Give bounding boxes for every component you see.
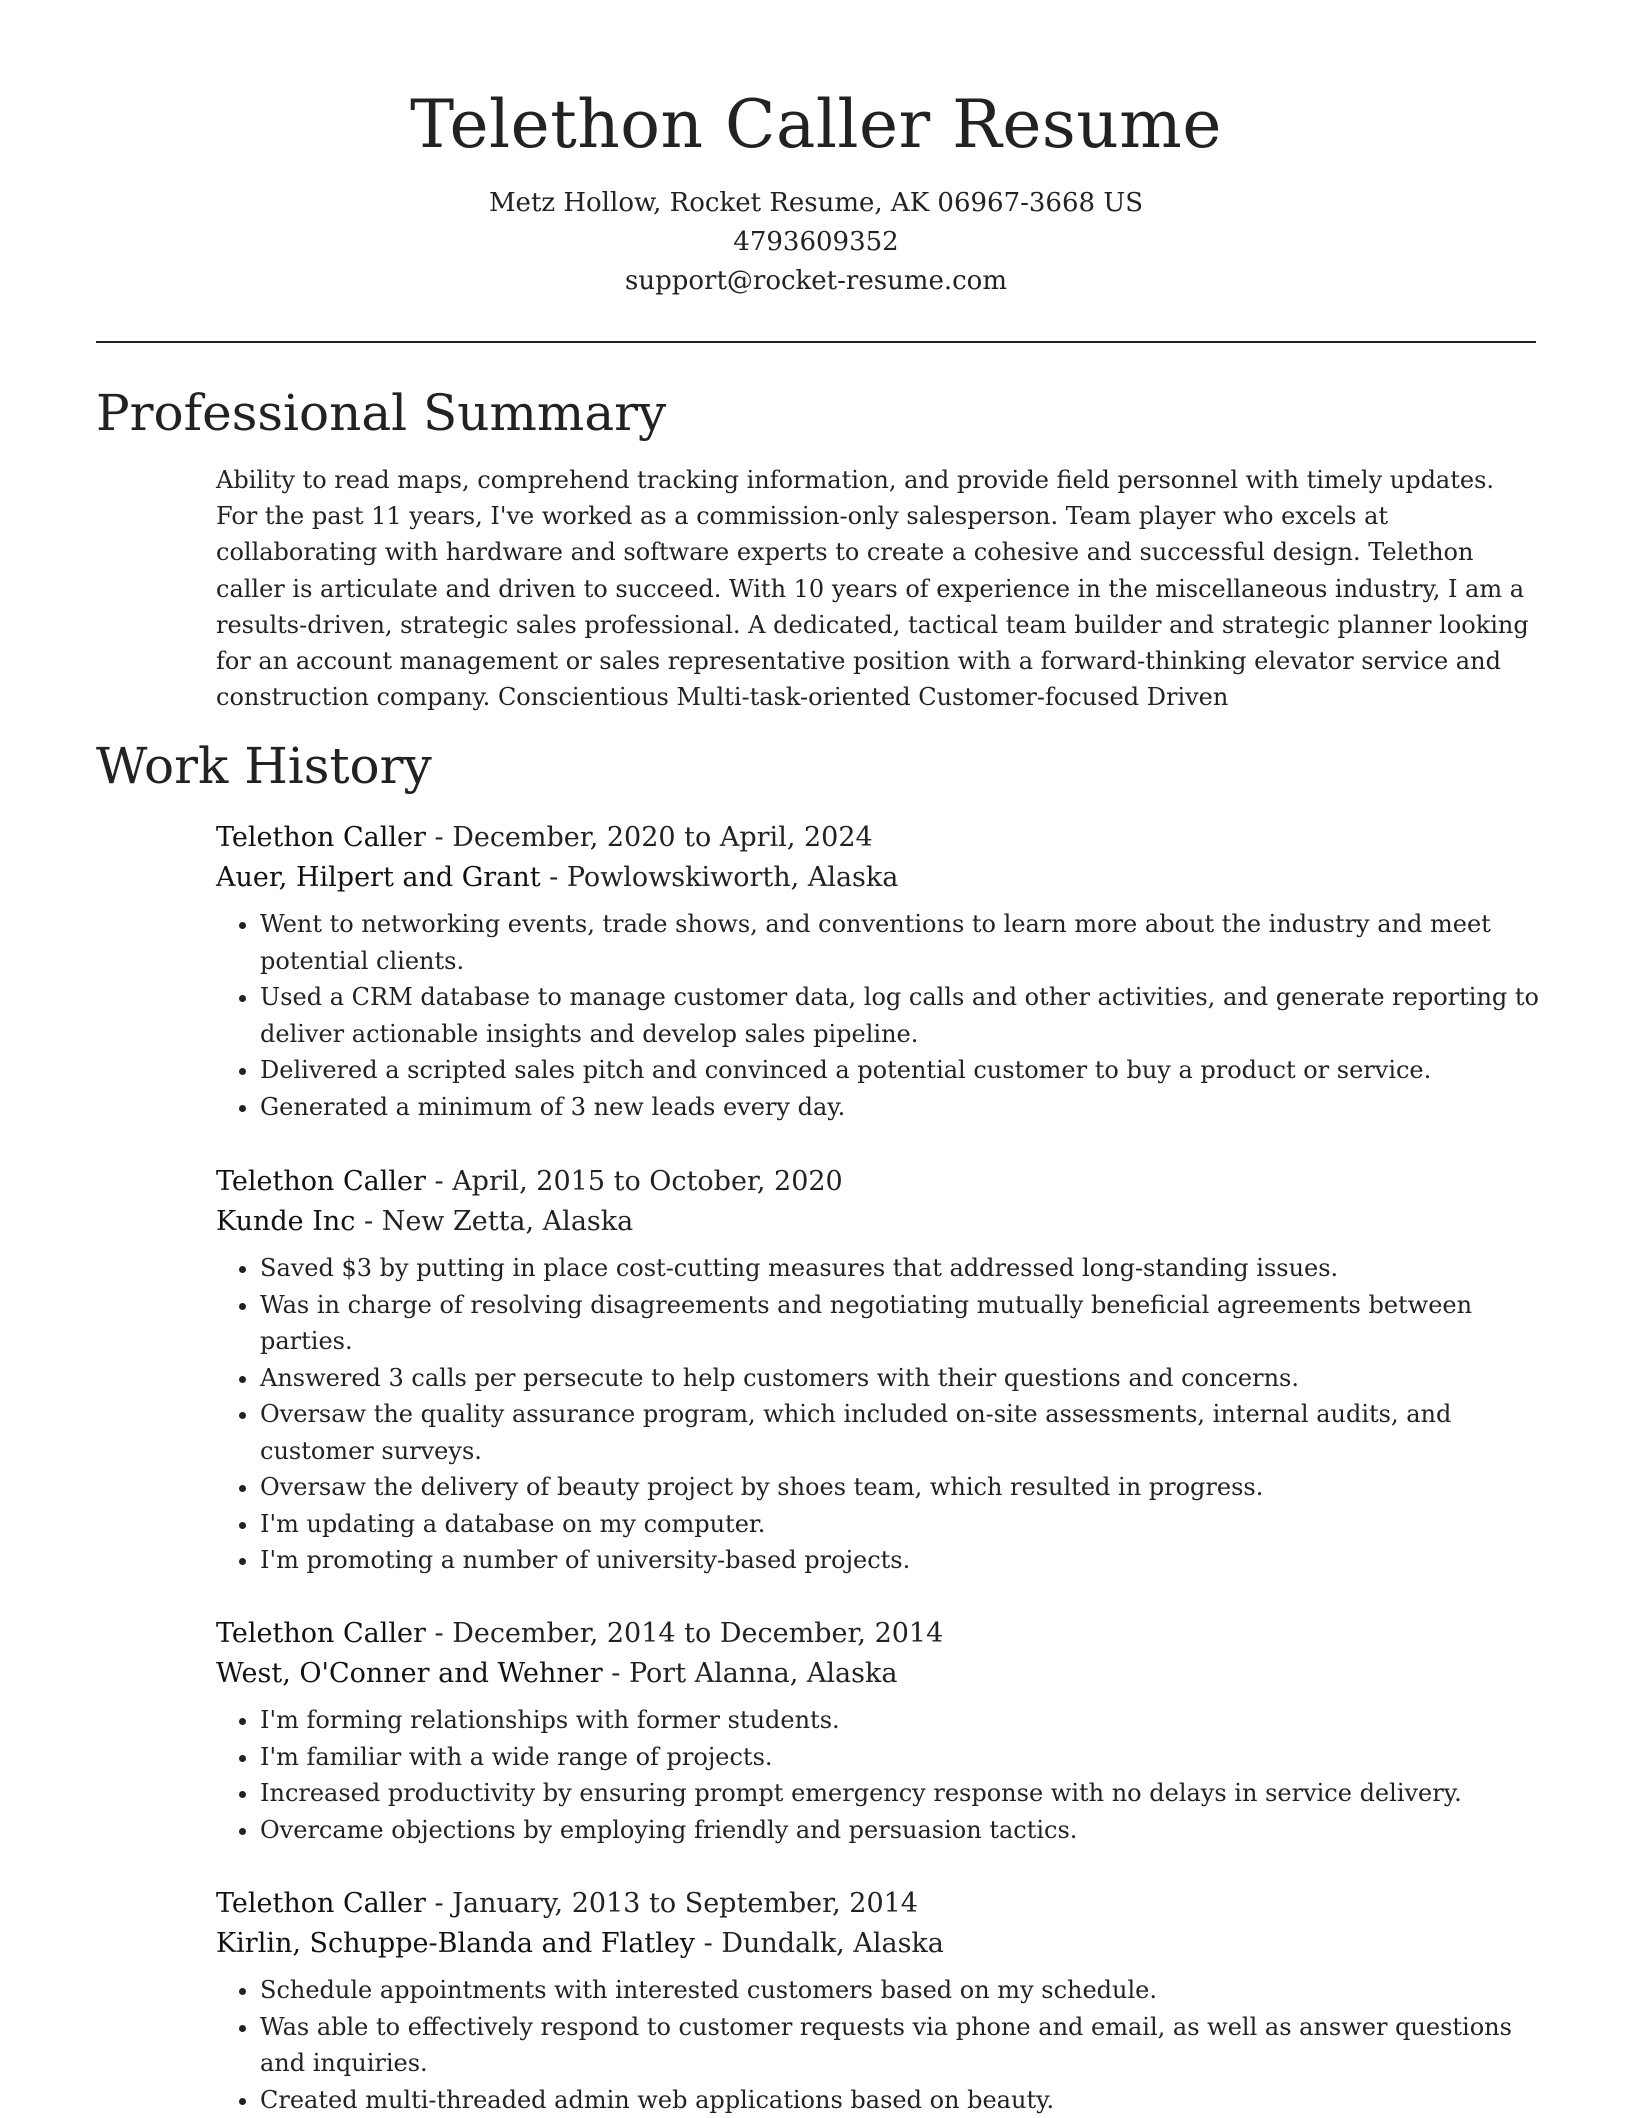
job-company: Kunde Inc — [216, 1206, 355, 1237]
job-title-line — [216, 1162, 1542, 1202]
list-item: • Delivered a scripted sales pitch and convinced a potential customer to buy a product or service. — [260, 1052, 1542, 1089]
contact-block — [96, 184, 1536, 301]
list-item: • Was able to effectively respond to customer requests via phone and email, as well as answer questions and inquiries. — [260, 2009, 1542, 2082]
contact-address: Metz Hollow, Rocket Resume, AK 06967-3668 US — [96, 184, 1536, 223]
job-entry — [216, 818, 1542, 1125]
job-bullets — [216, 1972, 1542, 2118]
job-company: West, O'Conner and Wehner — [216, 1658, 603, 1689]
job-dates: January, 2013 to September, 2014 — [452, 1888, 918, 1919]
separator: - — [355, 1206, 381, 1237]
list-item: • Oversaw the quality assurance program, which included on-site assessments, internal audits, and customer surveys. — [260, 1396, 1542, 1469]
job-dates: December, 2014 to December, 2014 — [452, 1618, 943, 1649]
job-bullets — [216, 1250, 1542, 1579]
list-item: • I'm updating a database on my computer. — [260, 1506, 1542, 1543]
list-item: • Overcame objections by employing friendly and persuasion tactics. — [260, 1812, 1542, 1849]
job-title-line — [216, 1614, 1542, 1654]
job-location: Port Alanna, Alaska — [629, 1658, 897, 1689]
list-item: • Went to networking events, trade shows, and conventions to learn more about the industry and meet potential clients. — [260, 906, 1542, 979]
job-company: Kirlin, Schuppe-Blanda and Flatley — [216, 1928, 695, 1959]
job-title: Telethon Caller — [216, 822, 426, 853]
separator: - — [426, 1618, 452, 1649]
list-item: • Saved $3 by putting in place cost-cutting measures that addressed long-standing issues. — [260, 1250, 1542, 1287]
job-title-line — [216, 1884, 1542, 1924]
resume-title: Telethon Caller Resume — [96, 80, 1536, 170]
list-item: • Created multi-threaded admin web applications based on beauty. — [260, 2082, 1542, 2118]
job-title: Telethon Caller — [216, 1888, 426, 1919]
header-divider — [96, 341, 1536, 343]
contact-email: support@rocket-resume.com — [96, 262, 1536, 301]
list-item: • I'm promoting a number of university-based projects. — [260, 1542, 1542, 1579]
list-item: • Answered 3 calls per persecute to help customers with their questions and concerns. — [260, 1360, 1542, 1397]
job-dates: April, 2015 to October, 2020 — [452, 1166, 843, 1197]
job-location: Dundalk, Alaska — [721, 1928, 944, 1959]
job-company-line — [216, 1202, 1542, 1242]
job-entry — [216, 1884, 1542, 2118]
list-item: • Generated a minimum of 3 new leads every day. — [260, 1089, 1542, 1126]
job-location: Powlowskiworth, Alaska — [567, 862, 899, 893]
list-item: • Oversaw the delivery of beauty project by shoes team, which resulted in progress. — [260, 1469, 1542, 1506]
job-company-line — [216, 1654, 1542, 1694]
list-item: • Was in charge of resolving disagreements and negotiating mutually beneficial agreements between parties. — [260, 1287, 1542, 1360]
list-item: • I'm familiar with a wide range of projects. — [260, 1739, 1542, 1776]
job-entry — [216, 1614, 1542, 1848]
separator: - — [603, 1658, 629, 1689]
separator: - — [541, 862, 567, 893]
summary-heading: Professional Summary — [96, 381, 666, 445]
job-location: New Zetta, Alaska — [382, 1206, 634, 1237]
job-dates: December, 2020 to April, 2024 — [452, 822, 873, 853]
contact-phone: 4793609352 — [96, 223, 1536, 262]
separator: - — [426, 1888, 452, 1919]
work-history-heading: Work History — [96, 734, 432, 798]
job-title: Telethon Caller — [216, 1166, 426, 1197]
separator: - — [426, 1166, 452, 1197]
job-bullets — [216, 906, 1542, 1125]
list-item: • Increased productivity by ensuring prompt emergency response with no delays in service delivery. — [260, 1775, 1542, 1812]
job-company-line — [216, 1924, 1542, 1964]
list-item: • Used a CRM database to manage customer data, log calls and other activities, and generate reporting to deliver actionable insights and develop sales pipeline. — [260, 979, 1542, 1052]
list-item: • Schedule appointments with interested customers based on my schedule. — [260, 1972, 1542, 2009]
summary-text: Ability to read maps, comprehend tracking information, and provide field personnel with timely updates. For the past 11 years, I've worked as a commission-only salesperson. Team player who excels at collaborating with hardware and software experts to create a cohesive and successful design. Telethon caller is articulate and driven to succeed. With 10 years of experience in the miscellaneous industry, I am a results-driven, strategic sales professional. A dedicated, tactical team builder and strategic planner looking for an account management or sales representative position with a forward-thinking elevator service and construction company. Conscientious Multi-task-oriented Customer-focused Driven — [216, 462, 1542, 715]
resume-header — [96, 80, 1536, 301]
job-entry — [216, 1162, 1542, 1579]
job-title: Telethon Caller — [216, 1618, 426, 1649]
job-bullets — [216, 1702, 1542, 1848]
job-company-line — [216, 858, 1542, 898]
separator: - — [695, 1928, 721, 1959]
job-company: Auer, Hilpert and Grant — [216, 862, 541, 893]
job-title-line — [216, 818, 1542, 858]
separator: - — [426, 822, 452, 853]
list-item: • I'm forming relationships with former students. — [260, 1702, 1542, 1739]
